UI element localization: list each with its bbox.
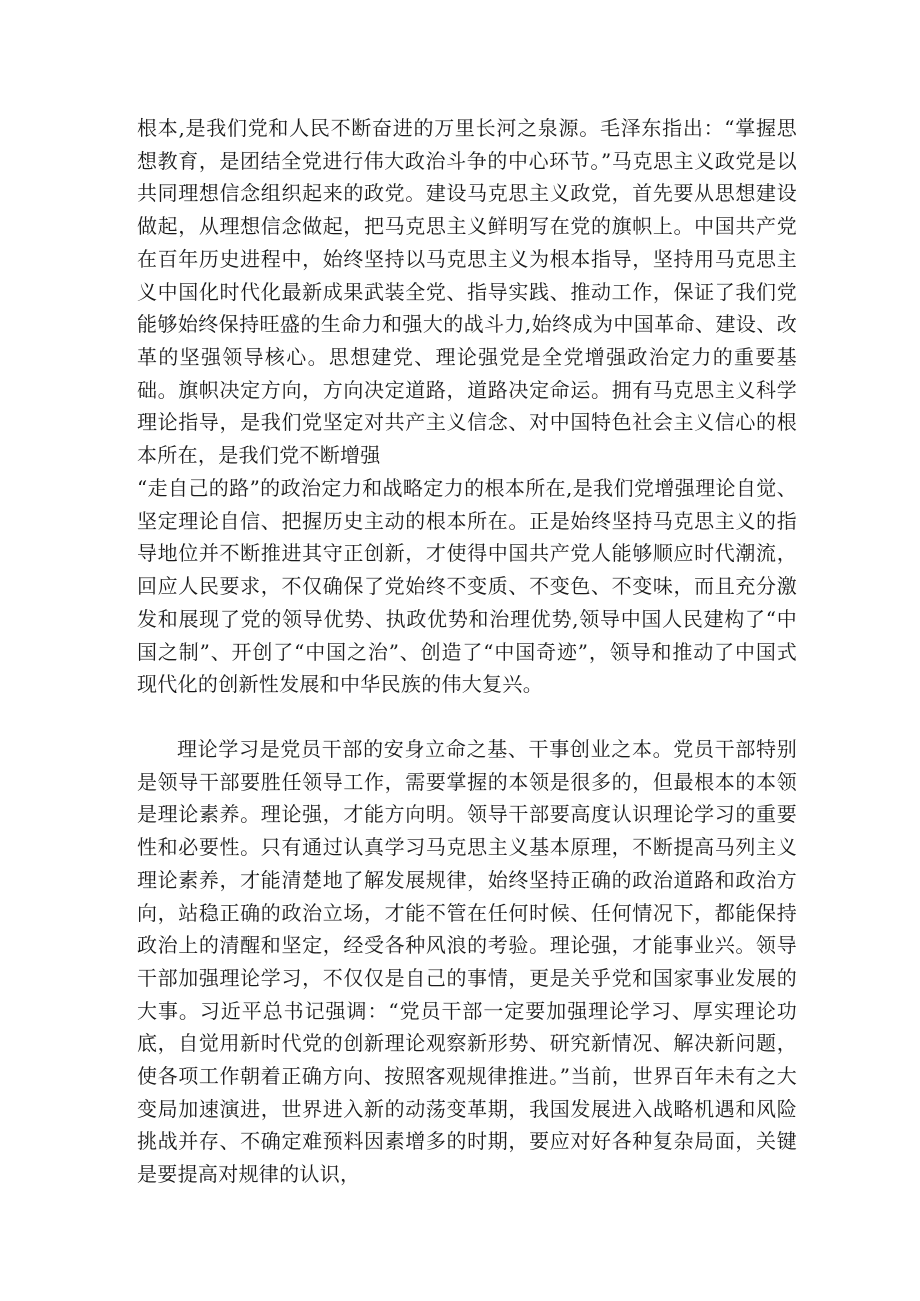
paragraph-2: “走自己的路”的政治定力和战略定力的根本所在,是我们党增强理论自觉、坚定理论自信、把握历史主动的根本所在。正是始终坚持马克思主义的指导地位并不断推进其守正创新，才使得中国共产党人能够顺应时代潮流，回应人民要求，不仅确保了党始终不变质、不变色、不变味，而且充分激发和展现了党的领导优势、执政优势和治理优势,领导中国人民建构了“中国之制”、开创了“中国之治”、创造了“中国奇迹”，领导和推动了中国式现代化的创新性发展和中华民族的伟大复兴。 [137,476,797,697]
paragraph-3: 理论学习是党员干部的安身立命之基、干事创业之本。党员干部特别是领导干部要胜任领导工作，需要掌握的本领是很多的，但最根本的本领是理论素养。理论强，才能方向明。领导干部要高度认识理论学习的重要性和必要性。只有通过认真学习马克思主义基本原理，不断提高马列主义理论素养，才能清楚地了解发展规律，始终坚持正确的政治道路和政治方向，站稳正确的政治立场，才能不管在任何时候、任何情况下，都能保持政治上的清醒和坚定，经受各种风浪的考验。理论强，才能事业兴。领导干部加强理论学习，不仅仅是自己的事情，更是关乎党和国家事业发展的大事。习近平总书记强调：“党员干部一定要加强理论学习、厚实理论功底，自觉用新时代党的创新理论观察新形势、研究新情况、解决新问题，使各项工作朝着正确方向、按照客观规律推进。”当前，世界百年未有之大变局加速演进，世界进入新的动荡变革期，我国发展进入战略机遇和风险挑战并存、不确定难预料因素增多的时期，要应对好各种复杂局面，关键是要提高对规律的认识， [137,737,797,1187]
paragraph-1: 根本,是我们党和人民不断奋进的万里长河之泉源。毛泽东指出：“掌握思想教育，是团结全党进行伟大政治斗争的中心环节。”马克思主义政党是以共同理想信念组织起来的政党。建设马克思主义政党，首先要从思想建设做起，从理想信念做起，把马克思主义鲜明写在党的旗帜上。中国共产党在百年历史进程中，始终坚持以马克思主义为根本指导，坚持用马克思主义中国化时代化最新成果武装全党、指导实践、推动工作，保证了我们党能够始终保持旺盛的生命力和强大的战斗力,始终成为中国革命、建设、改革的坚强领导核心。思想建党、理论强党是全党增强政治定力的重要基础。旗帜决定方向，方向决定道路，道路决定命运。拥有马克思主义科学理论指导，是我们党坚定对共产主义信念、对中国特色社会主义信心的根本所在，是我们党不断增强 [137,116,797,468]
